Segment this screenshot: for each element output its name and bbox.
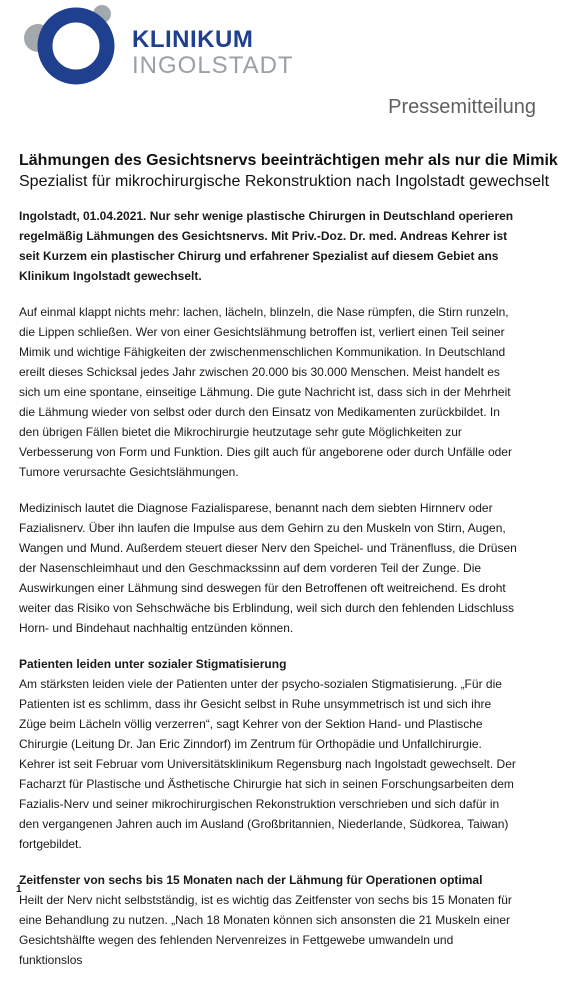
- subheadline: Spezialist für mikrochirurgische Rekonstruktion nach Ingolstadt gewechselt: [19, 173, 550, 190]
- article-body: [19, 206, 519, 986]
- logo-line-2: INGOLSTADT: [132, 52, 294, 79]
- logo-line-1: KLINIKUM: [132, 26, 254, 53]
- document-type-label: Pressemitteilung: [388, 96, 536, 118]
- logo-wordmark: [132, 28, 294, 78]
- lead-paragraph: Ingolstadt, 01.04.2021. Nur sehr wenige plastische Chirurgen in Deutschland operieren regelmäßig Lähmungen des Gesichtsnervs. Mit Priv.-Doz. Dr. med. Andreas Kehrer ist seit Kurzem ein plastischer Chirurg und erfahrener Spezialist auf diesem Gebiet ans Klinikum Ingolstadt gewechselt.: [19, 209, 514, 283]
- section-1-paragraph: Am stärksten leiden viele der Patienten unter der psycho-sozialen Stigmatisierung. „Für die Patienten ist es schlimm, dass ihr Gesicht selbst in Ruhe unsymmetrisch ist und sich ihre Züge beim Lächeln völlig verzerren“, sagt Kehrer von der Sektion Hand- und Plastische Chirurgie (Leitung Dr. Jan Eric Zinndorf) im Zentrum für Orthopädie und Unfallchirurgie. Kehrer ist seit Februar vom Universitätsklinikum Regensburg nach Ingolstadt gewechselt. Der Facharzt für Plastische und Ästhetische Chirurgie hat sich in seinen Forschungsarbeiten dem Fazialis-Nerv und seiner mikrochirurgischen Rekonstruktion verschrieben und sich dafür in den vergangenen Jahren auch im Ausland (Großbritannien, Niederlande, Südkorea, Taiwan) fortgebildet.: [19, 677, 516, 851]
- section-2-paragraph: Heilt der Nerv nicht selbstständig, ist es wichtig das Zeitfenster von sechs bis 15 Monaten für eine Behandlung zu nutzen. „Nach 18 Monaten können sich ansonsten die 21 Muskeln einer Gesichtshälfte wegen des fehlenden Nervenreizes in Fettgewebe umwandeln und funktionslos: [19, 893, 512, 967]
- section-heading-1: Patienten leiden unter sozialer Stigmatisierung: [19, 657, 287, 671]
- page-number: 1: [16, 884, 22, 895]
- body-paragraph-1: Auf einmal klappt nichts mehr: lachen, lächeln, blinzeln, die Nase rümpfen, die Stirn runzeln, die Lippen schließen. Wer von einer Gesichtslähmung betroffen ist, verliert einen Teil seiner Mimik und wichtige Fähigkeiten der zwischenmenschlichen Kommunikation. In Deutschland ereilt dieses Schicksal jedes Jahr zwischen 20.000 bis 30.000 Menschen. Meist handelt es sich um eine spontane, einseitige Lähmung. Die gute Nachricht ist, dass sich in der Mehrheit die Lähmung wieder von selbst oder durch den Einsatz von Medikamenten zurückbildet. In den übrigen Fällen bietet die Mikrochirurgie heutzutage sehr gute Möglichkeiten zur Verbesserung von Form und Funktion. Dies gilt auch für angeborene oder durch Unfälle oder Tumore verursachte Gesichtslähmungen.: [19, 305, 512, 479]
- logo-mark-icon: [14, 4, 126, 88]
- headline: Lähmungen des Gesichtsnervs beeinträchtigen mehr als nur die Mimik: [19, 152, 558, 169]
- klinikum-logo: [14, 4, 294, 88]
- body-paragraph-2: Medizinisch lautet die Diagnose Fazialisparese, benannt nach dem siebten Hirnnerv oder Fazialisnerv. Über ihn laufen die Impulse aus dem Gehirn zu den Muskeln von Stirn, Augen, Wangen und Mund. Außerdem steuert dieser Nerv den Speichel- und Tränenfluss, die Drüsen der Nasenschleimhaut und den Geschmackssinn auf dem vorderen Teil der Zunge. Die Auswirkungen einer Lähmung sind deswegen für den Betroffenen oft weitreichend. Es droht weiter das Risiko von Sehschwäche bis Erblindung, weil sich durch den fehlenden Lidschluss Horn- und Bindehaut nachhaltig entzünden können.: [19, 501, 517, 635]
- section-heading-2: Zeitfenster von sechs bis 15 Monaten nach der Lähmung für Operationen optimal: [19, 873, 483, 887]
